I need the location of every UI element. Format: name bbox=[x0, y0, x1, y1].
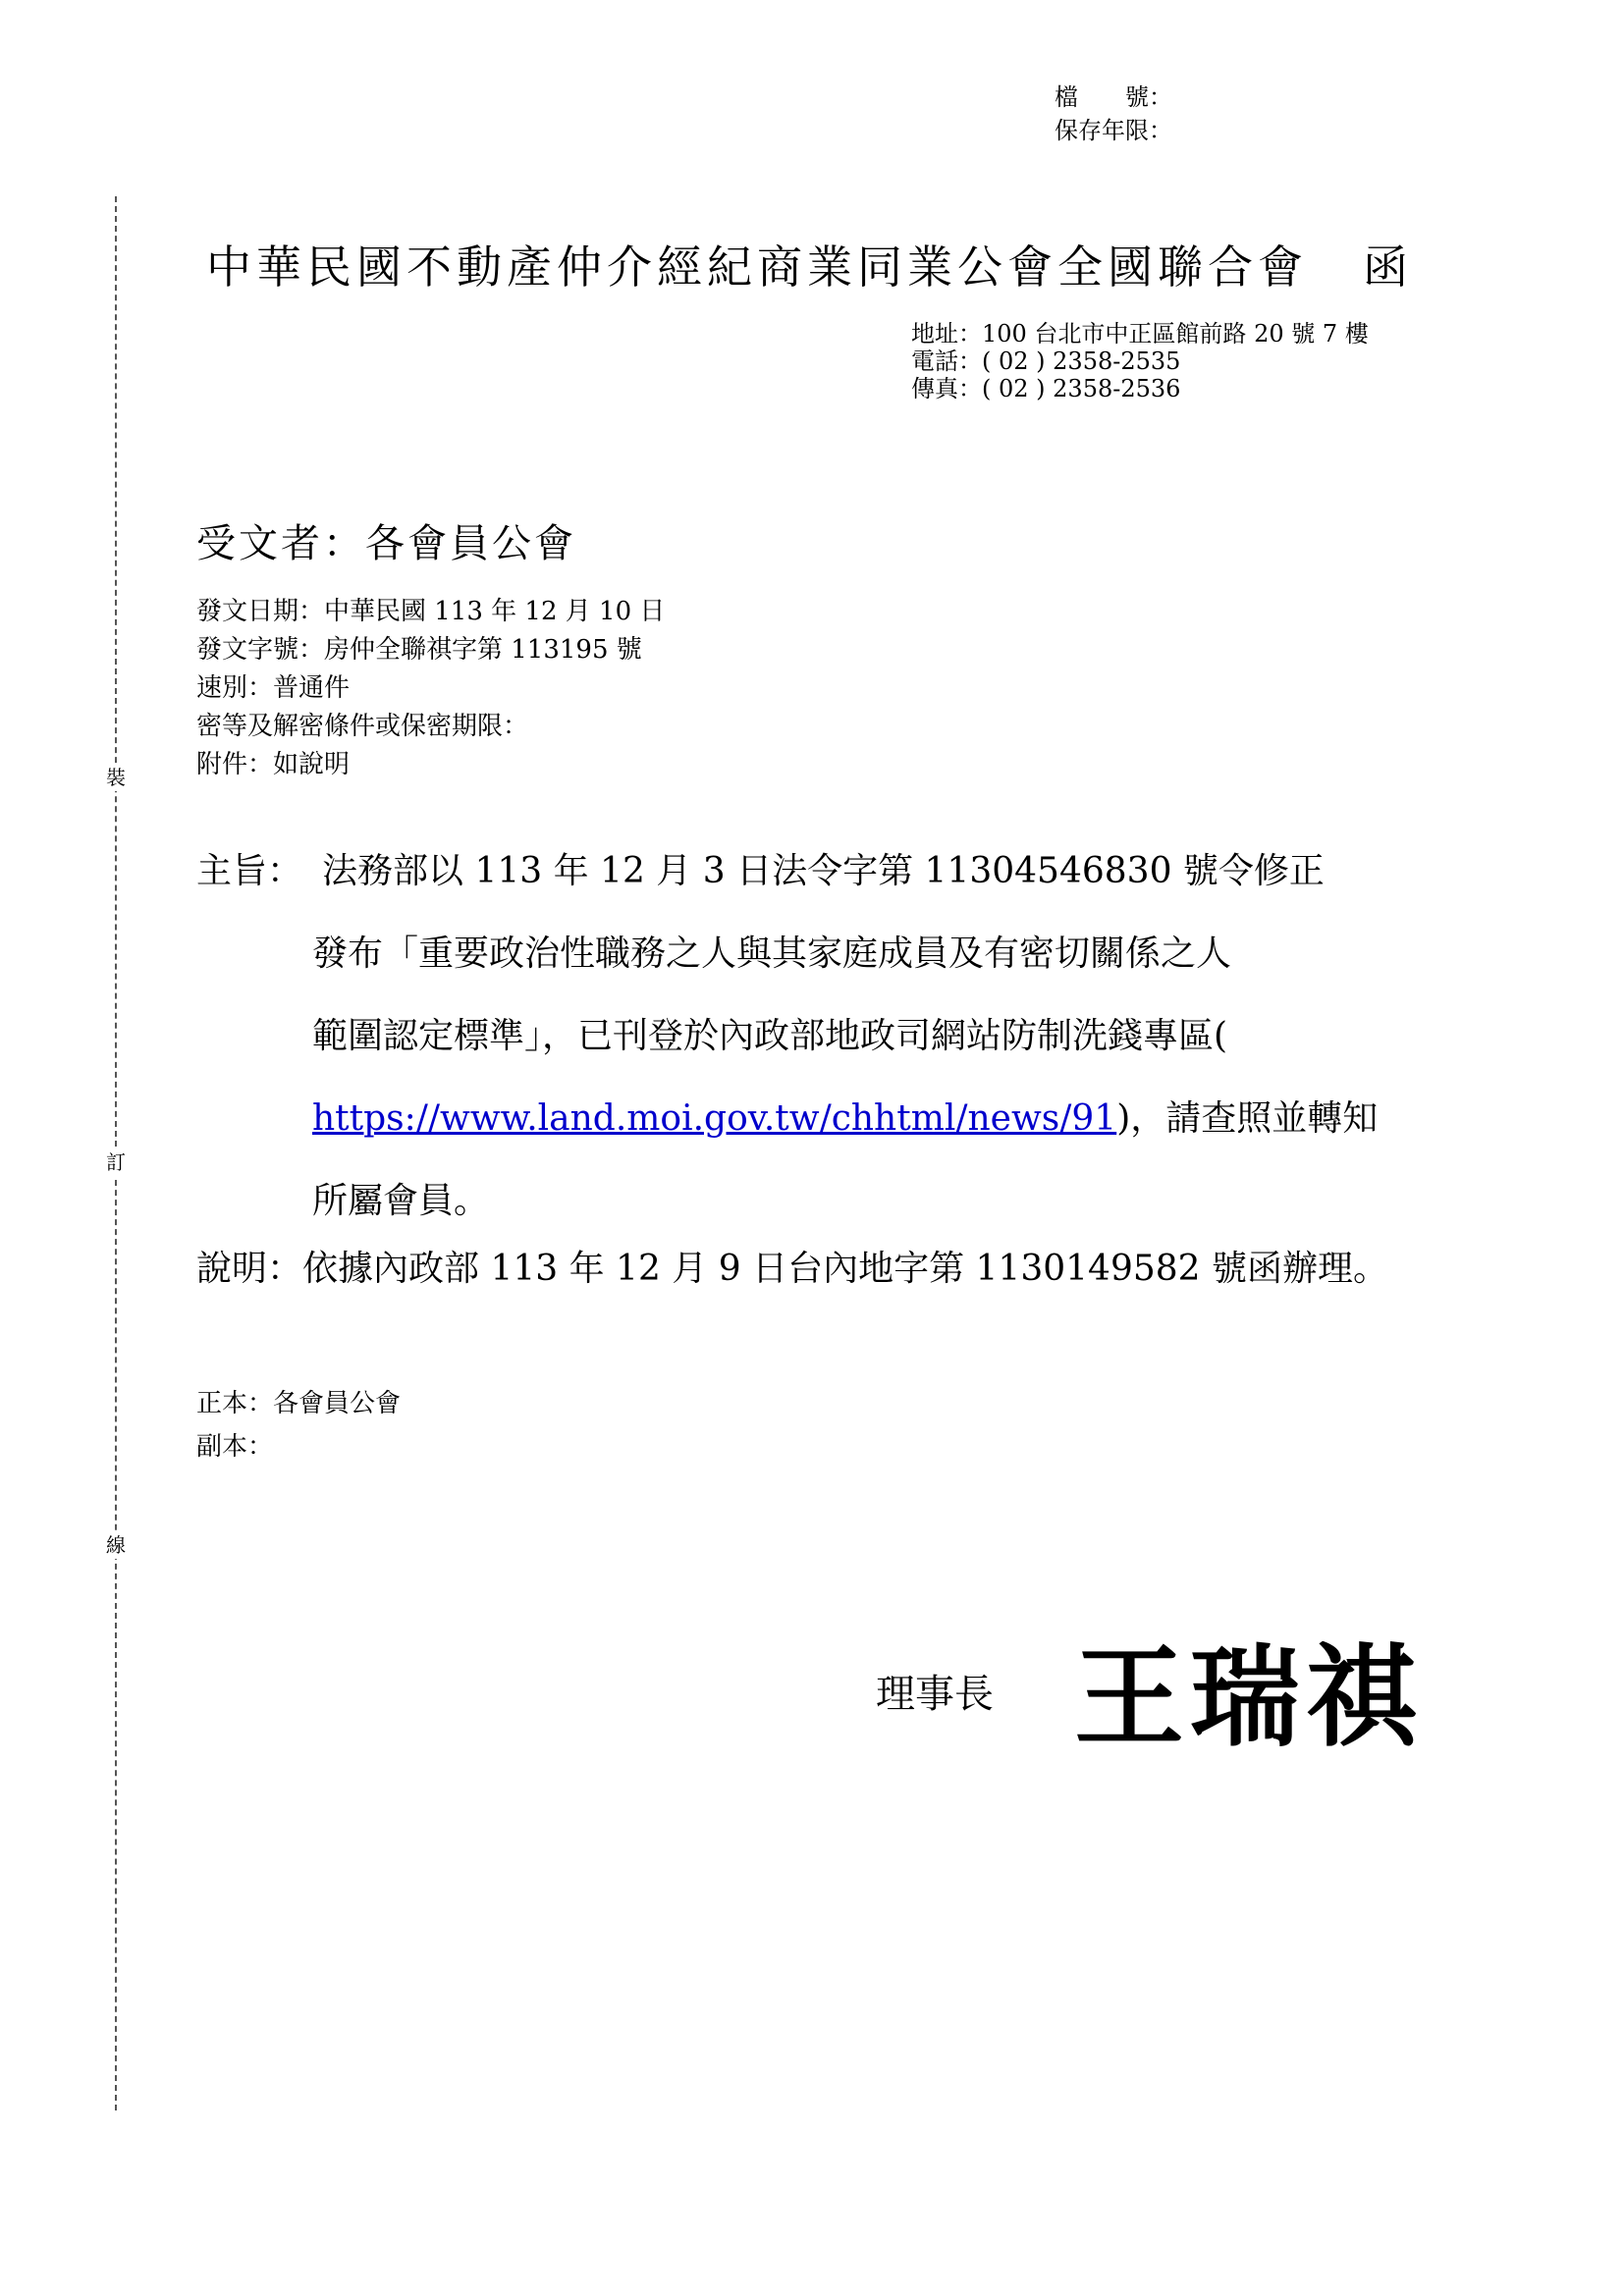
chairman-title: 理事長 bbox=[876, 1672, 994, 1717]
attachment: 附件：如說明 bbox=[196, 750, 351, 779]
subject-line-2: 發布「重要政治性職務之人與其家庭成員及有密切關係之人 bbox=[312, 934, 1232, 974]
address-line: 地址：100 台北市中正區館前路 20 號 7 樓 bbox=[911, 320, 1369, 347]
secrecy-level: 密等及解密條件或保密期限： bbox=[196, 712, 529, 741]
archive-info bbox=[1055, 80, 1172, 147]
anti-money-laundering-link[interactable]: https://www.land.moi.gov.tw/chhtml/news/91 bbox=[312, 1098, 1117, 1139]
document-meta bbox=[196, 593, 665, 784]
binding-mark-ding: 訂 bbox=[102, 1148, 130, 1176]
issue-number: 發文字號：房仲全聯祺字第 113195 號 bbox=[196, 635, 642, 665]
document-kind: 函 bbox=[1363, 240, 1413, 294]
file-number-label: 檔 號： bbox=[1055, 83, 1172, 111]
subject-line-5: 所屬會員。 bbox=[312, 1181, 490, 1221]
subject-line-4-tail: )，請查照並轉知 bbox=[1116, 1098, 1379, 1139]
recipient: 受文者：各會員公會 bbox=[196, 521, 576, 566]
binding-mark-zhuang: 裝 bbox=[102, 764, 130, 791]
copies-block bbox=[196, 1382, 401, 1468]
fax-line: 傳真：( 02 ) 2358-2536 bbox=[911, 375, 1181, 402]
organization-name: 中華民國不動產仲介經紀商業同業公會全國聯合會 bbox=[206, 240, 1308, 294]
original-recipient: 正本：各會員公會 bbox=[196, 1389, 402, 1418]
subject-line-3: 範圍認定標準」，已刊登於內政部地政司網站防制洗錢專區( bbox=[312, 1016, 1228, 1056]
subject-line-1: 法務部以 113 年 12 月 3 日法令字第 11304546830 號令修正 bbox=[322, 851, 1325, 891]
issue-date: 發文日期：中華民國 113 年 12 月 10 日 bbox=[196, 597, 666, 626]
phone-line: 電話：( 02 ) 2358-2535 bbox=[911, 347, 1181, 375]
retention-period-label: 保存年限： bbox=[1055, 117, 1172, 144]
explanation: 說明：依據內政部 113 年 12 月 9 日台內地字第 1130149582 號函辦理。 bbox=[196, 1249, 1389, 1289]
chairman-signature: 王瑞祺 bbox=[1074, 1633, 1422, 1762]
document-title bbox=[206, 232, 1413, 296]
binding-mark-xian: 線 bbox=[102, 1531, 130, 1559]
contact-block bbox=[911, 320, 1369, 402]
subject-label: 主旨： bbox=[196, 851, 303, 891]
subject-line-4 bbox=[312, 1078, 1378, 1160]
delivery-speed: 速別：普通件 bbox=[196, 673, 351, 703]
copy-recipient: 副本： bbox=[196, 1432, 274, 1462]
